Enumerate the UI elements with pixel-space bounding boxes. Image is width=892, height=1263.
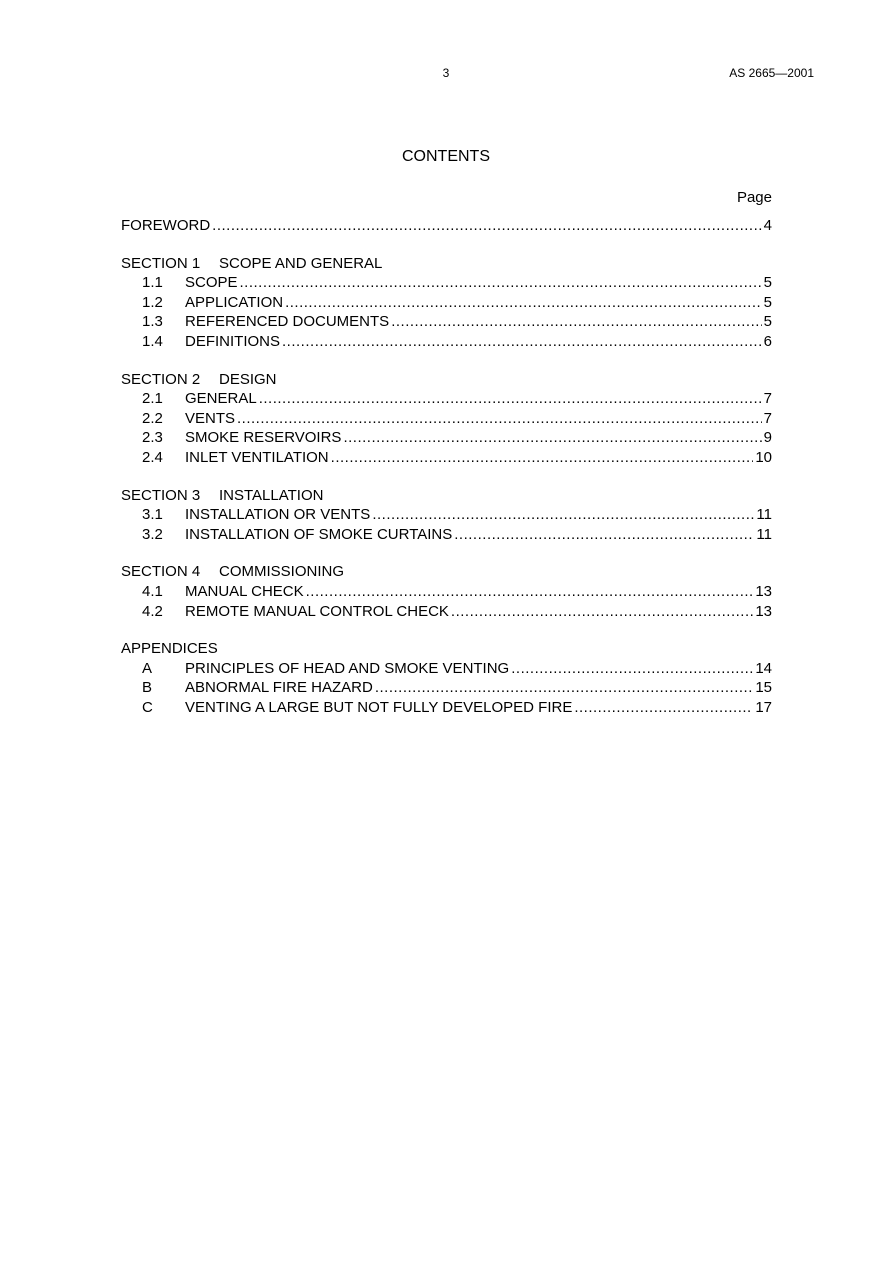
toc-entry-label: FOREWORD [121,217,211,234]
table-of-contents [121,216,772,717]
toc-entry-number: B [142,679,153,697]
dot-leader [574,698,753,718]
section-title: SCOPE AND GENERAL [219,254,383,272]
toc-entry[interactable] [121,273,772,293]
section-heading [121,562,772,582]
toc-entry-label: VENTING A LARGE BUT NOT FULLY DEVELOPED FIRE [185,698,573,716]
toc-entry[interactable] [121,659,772,679]
page-column-label: Page [736,189,772,206]
toc-entry-page: 7 [763,390,772,408]
toc-entry-number: 2.1 [142,390,163,408]
toc-entry-number: 4.1 [142,582,163,600]
section-title: DESIGN [219,370,277,388]
dot-leader [237,409,762,429]
toc-entry-page: 13 [755,582,772,600]
dot-leader [212,216,761,236]
toc-entry-label: DEFINITIONS [185,332,281,350]
dot-leader [454,525,754,545]
toc-entry-number: 2.2 [142,409,163,427]
toc-entry[interactable] [121,409,772,429]
document-code: AS 2665—2001 [729,66,814,80]
toc-entry-label: ABNORMAL FIRE HAZARD [185,679,373,697]
toc-entry-page: 4 [763,217,772,234]
toc-entry-number: 2.3 [142,429,163,447]
toc-entry-label: REMOTE MANUAL CONTROL CHECK [185,602,449,620]
toc-entry[interactable] [121,602,772,622]
toc-entry-label: MANUAL CHECK [185,582,304,600]
toc-entry-page: 13 [755,602,772,620]
toc-entry-label: GENERAL [185,390,257,408]
toc-entry-page: 15 [755,679,772,697]
appendices-heading: APPENDICES [121,640,218,658]
toc-entry-label: SCOPE [185,274,238,292]
dot-leader [375,678,754,698]
toc-entry-page: 14 [755,659,772,677]
toc-entry[interactable] [121,332,772,352]
toc-entry-page: 7 [763,409,772,427]
section-title: COMMISSIONING [219,563,345,581]
toc-entry-number: 3.2 [142,525,163,543]
section-title: INSTALLATION [219,486,324,504]
toc-entry-number: 1.2 [142,293,163,311]
dot-leader [285,293,762,313]
toc-entry[interactable] [121,698,772,718]
toc-entry[interactable] [121,505,772,525]
toc-entry-number: 3.1 [142,506,163,524]
toc-entry-number: A [142,659,153,677]
toc-entry[interactable] [121,428,772,448]
dot-leader [372,505,754,525]
toc-entry-foreword[interactable] [121,216,772,236]
toc-entry-page: 11 [756,525,772,543]
dot-leader [511,659,753,679]
toc-entry-number: 4.2 [142,602,163,620]
page-title: CONTENTS [402,148,490,165]
dot-leader [259,389,762,409]
toc-entry-label: INSTALLATION OR VENTS [185,506,371,524]
section-label: SECTION 3 [121,486,201,504]
section-heading [121,370,772,390]
toc-entry-number: C [142,698,153,716]
toc-entry[interactable] [121,293,772,313]
toc-entry-label: REFERENCED DOCUMENTS [185,313,390,331]
toc-entry[interactable] [121,389,772,409]
toc-entry-page: 17 [755,698,772,716]
toc-entry[interactable] [121,678,772,698]
toc-entry-page: 5 [763,293,772,311]
toc-entry-number: 1.3 [142,313,163,331]
dot-leader [343,428,761,448]
toc-entry[interactable] [121,525,772,545]
section-heading [121,486,772,506]
toc-entry-page: 5 [763,274,772,292]
section-label: SECTION 2 [121,370,201,388]
page-number: 3 [442,66,450,80]
dot-leader [331,448,754,468]
toc-entry-number: 2.4 [142,448,163,466]
toc-entry-label: VENTS [185,409,236,427]
dot-leader [282,332,762,352]
toc-entry-label: INLET VENTILATION [185,448,329,466]
toc-entry[interactable] [121,448,772,468]
toc-entry-page: 5 [763,313,772,331]
toc-entry-page: 11 [756,506,772,524]
toc-entry-label: INSTALLATION OF SMOKE CURTAINS [185,525,453,543]
toc-entry-number: 1.4 [142,332,163,350]
dot-leader [391,312,761,332]
dot-leader [451,602,753,622]
toc-entry-label: SMOKE RESERVOIRS [185,429,342,447]
section-label: SECTION 4 [121,563,201,581]
dot-leader [240,273,762,293]
toc-entry-page: 6 [763,332,772,350]
toc-entry-number: 1.1 [142,274,163,292]
toc-entry-page: 10 [755,448,772,466]
toc-entry[interactable] [121,582,772,602]
toc-entry[interactable] [121,312,772,332]
toc-entry-label: APPLICATION [185,293,284,311]
toc-entry-page: 9 [763,429,772,447]
dot-leader [306,582,754,602]
section-label: SECTION 1 [121,254,201,272]
section-heading [121,254,772,274]
toc-entry-label: PRINCIPLES OF HEAD AND SMOKE VENTING [185,659,510,677]
